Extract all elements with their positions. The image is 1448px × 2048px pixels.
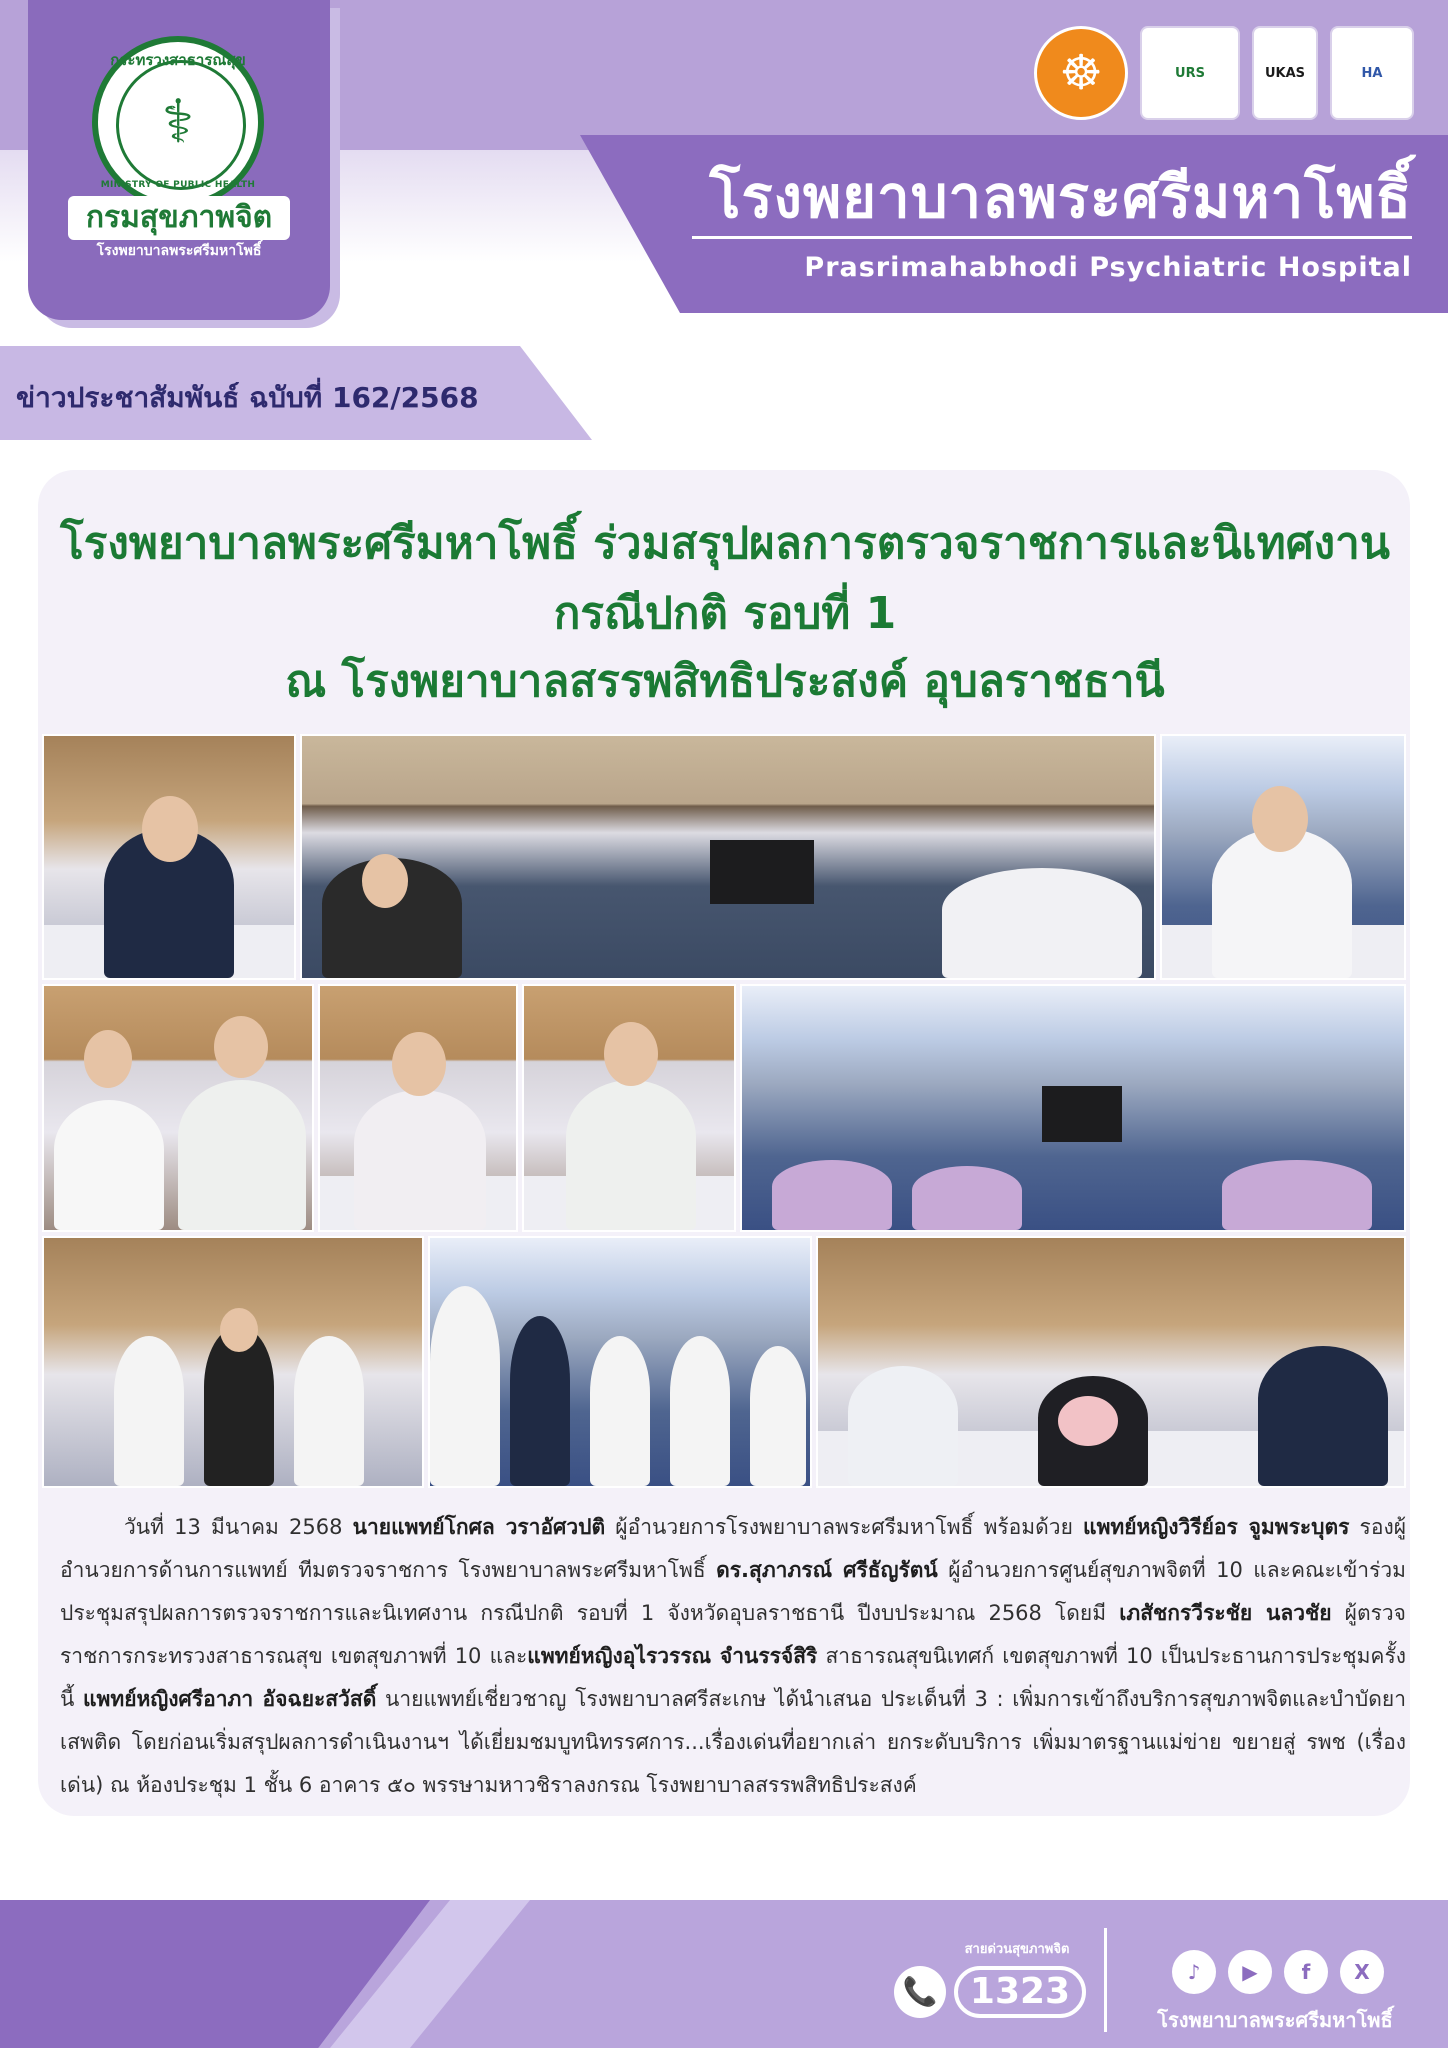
photo-deputy-director bbox=[1160, 734, 1406, 980]
x-icon[interactable]: X bbox=[1340, 1950, 1384, 1994]
headline-line-3: ณ โรงพยาบาลสรรพสิทธิประสงค์ อุบลราชธานี bbox=[285, 656, 1165, 707]
article-paragraph: วันที่ 13 มีนาคม 2568 นายแพทย์โกศล วราอัศวปติ ผู้อำนวยการโรงพยาบาลพระศรีมหาโพธิ์ พร้อมด้วย แพทย์หญิงวิรีย์อร จูมพระบุตร รองผู้อำนวยการด้านการแพทย์ ทีมตรวจราชการ โรงพยาบาลพระศรีมหาโพธิ์ ดร.สุภาภรณ์ ศรีธัญรัตน์ ผู้อำนวยการศูนย์สุขภาพจิตที่ 10 และคณะเข้าร่วมประชุมสรุปผลการตรวจราชการและนิเทศงาน กรณีปกติ รอบที่ 1 จังหวัดอุบลราชธานี ปีงบประมาณ 2568 โดยมี เภสัชกรวีระชัย นลวชัย ผู้ตรวจราชการกระทรวงสาธารณสุข เขตสุขภาพที่ 10 และแพทย์หญิงอุไรวรรณ จำนรรจ์สิริ สาธารณสุขนิเทศก์ เขตสุขภาพที่ 10 เป็นประธานการประชุมครั้งนี้ แพทย์หญิงศรีอาภา อัจฉยะสวัสดิ์ นายแพทย์เชี่ยวชาญ โรงพยาบาลศรีสะเกษ ได้นำเสนอ ประเด็นที่ 3 : เพิ่มการเข้าถึงบริการสุขภาพจิตและบำบัดยาเสพติด โดยก่อนเริ่มสรุปผลการดำเนินงานฯ ได้เยี่ยมชมบูทนิทรรศการ...เรื่องเด่นที่อยากเล่า ยกระดับบริการ เพิ่มมาตรฐานแม่ข่าย ขยายสู่ รพช (เรื่องเด่น) ณ ห้องประชุม 1 ชั้น 6 อาคาร ๕๐ พรรษามหาวชิราลงกรณ โรงพยาบาลสรรพสิทธิประสงค์ bbox=[60, 1515, 1407, 1797]
photo-two-officials bbox=[42, 984, 314, 1232]
hospital-name-thai: โรงพยาบาลพระศรีมหาโพธิ์ bbox=[709, 163, 1412, 231]
seal-text-top: กระทรวงสาธารณสุข bbox=[110, 51, 246, 69]
ukas-cert-icon: UKAS bbox=[1252, 26, 1318, 120]
youtube-icon[interactable]: ▶ bbox=[1228, 1950, 1272, 1994]
phone-icon: 📞 bbox=[894, 1966, 946, 2018]
ministry-seal-icon bbox=[92, 36, 264, 208]
certification-badges bbox=[1034, 26, 1414, 120]
hotline-caption: สายด่วนสุขภาพจิต bbox=[964, 1942, 1070, 1957]
person-name: เภสัชกรวีระชัย นลวชัย bbox=[1119, 1601, 1332, 1625]
ha-cert-icon: HA bbox=[1330, 26, 1414, 120]
hospital-name-english: Prasrimahabhodi Psychiatric Hospital bbox=[804, 252, 1412, 283]
footer-hospital-name: โรงพยาบาลพระศรีมหาโพธิ์ bbox=[1157, 2008, 1393, 2032]
dharma-wheel-icon: ☸ bbox=[1034, 26, 1128, 120]
photo-official-woman-2 bbox=[522, 984, 736, 1232]
seal-text-bottom: MINISTRY OF PUBLIC HEALTH bbox=[100, 180, 256, 190]
caduceus-icon: ⚕ bbox=[161, 87, 195, 157]
headline-line-1: โรงพยาบาลพระศรีมหาโพธิ์ ร่วมสรุปผลการตรวจราชการและนิเทศงาน bbox=[60, 518, 1390, 569]
photo-group-standing bbox=[428, 1236, 812, 1488]
facebook-icon[interactable]: f bbox=[1284, 1950, 1328, 1994]
person-name: ดร.สุภาภรณ์ ศรีธัญรัตน์ bbox=[716, 1558, 938, 1582]
social-links bbox=[1172, 1950, 1384, 1994]
issue-number-label: ข่าวประชาสัมพันธ์ ฉบับที่ 162/2568 bbox=[16, 381, 479, 414]
photo-exhibition-visit bbox=[42, 1236, 424, 1488]
urs-cert-icon: URS bbox=[1140, 26, 1240, 120]
headline-line-2: กรณีปกติ รอบที่ 1 bbox=[553, 588, 897, 639]
person-name: แพทย์หญิงวิรีย์อร จูมพระบุตร bbox=[1083, 1515, 1350, 1539]
hotline-number[interactable]: 1323 bbox=[954, 1966, 1086, 2018]
photo-meeting-hall-wide bbox=[300, 734, 1156, 980]
department-subtitle: โรงพยาบาลพระศรีมหาโพธิ์ bbox=[96, 243, 262, 259]
department-logo-panel bbox=[28, 0, 330, 320]
article-body bbox=[60, 1506, 1406, 1807]
person-name: แพทย์หญิงศรีอาภา อัจฉยะสวัสดิ์ bbox=[83, 1687, 377, 1711]
footer-divider bbox=[1104, 1928, 1107, 2032]
tiktok-icon[interactable]: ♪ bbox=[1172, 1950, 1216, 1994]
department-name: กรมสุขภาพจิต bbox=[68, 196, 290, 240]
person-name: นายแพทย์โกศล วราอัศวปติ bbox=[352, 1515, 606, 1539]
person-name: แพทย์หญิงอุไรวรรณ จำนรรจ์สิริ bbox=[527, 1644, 818, 1668]
photo-panel-meeting bbox=[816, 1236, 1406, 1488]
photo-official-woman-1 bbox=[318, 984, 518, 1232]
photo-director-seated bbox=[42, 734, 296, 980]
title-divider bbox=[692, 236, 1412, 239]
photo-conference-room bbox=[740, 984, 1406, 1232]
